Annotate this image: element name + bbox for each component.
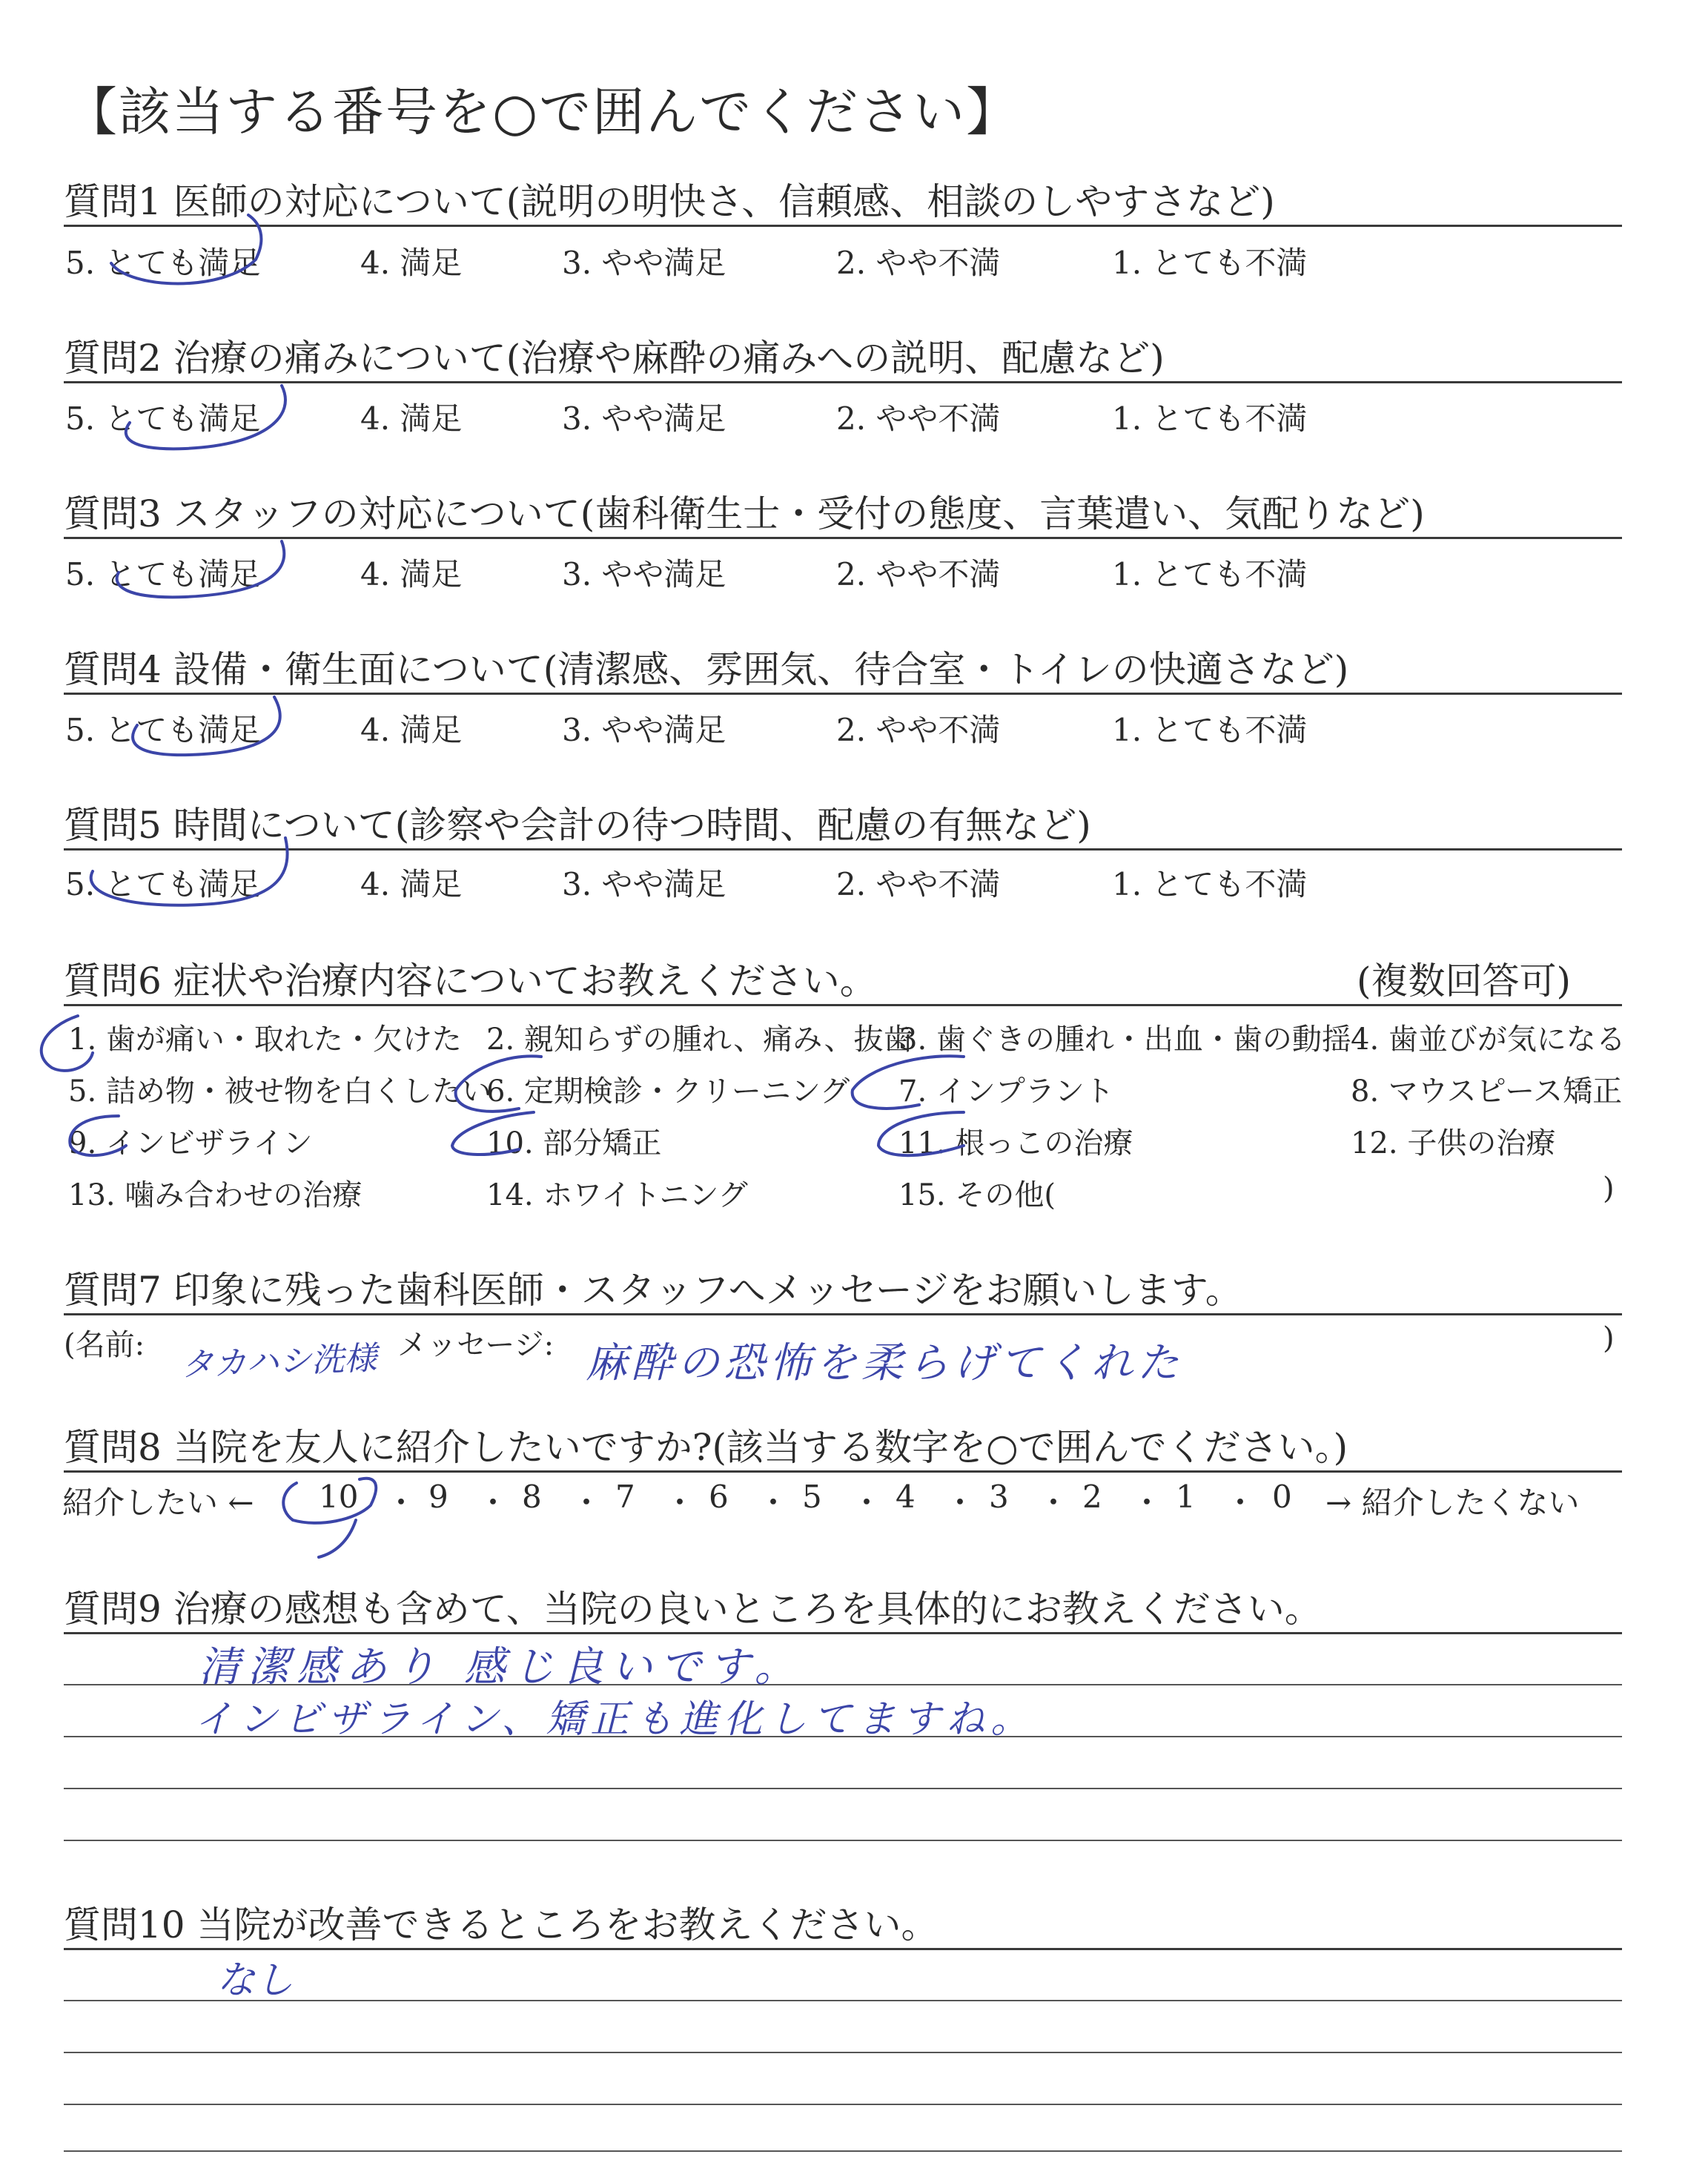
question-3-title: 質問3 スタッフの対応について(歯科衛生士・受付の態度、言葉遣い、気配りなど)	[64, 492, 1425, 535]
q7-message-label: メッセージ:	[397, 1328, 555, 1362]
q4-option-4[interactable]: 4. 満足	[360, 712, 463, 748]
q4-option-3[interactable]: 3. やや満足	[562, 712, 726, 748]
q8-right-label: → 紹介したくない	[1325, 1484, 1580, 1521]
q1-option-2[interactable]: 2. やや不満	[836, 245, 1001, 281]
q8-number-10[interactable]: 10	[319, 1479, 359, 1515]
q8-number-0[interactable]: 0	[1272, 1479, 1292, 1515]
q2-option-4[interactable]: 4. 満足	[360, 400, 463, 437]
q3-option-5[interactable]: 5. とても満足	[65, 556, 261, 592]
q8-number-3[interactable]: 3	[989, 1479, 1009, 1515]
q2-selection-mark	[126, 386, 285, 449]
q1-option-5[interactable]: 5. とても満足	[65, 245, 261, 281]
q1-option-1[interactable]: 1. とても不満	[1112, 245, 1308, 281]
q6-item-13[interactable]: 13. 噛み合わせの治療	[68, 1178, 363, 1212]
question-6-note: (複数回答可)	[1357, 960, 1572, 1003]
q8-selection-mark	[283, 1479, 376, 1557]
q6-item-6[interactable]: 6. 定期検診・クリーニング	[486, 1074, 850, 1109]
q6-item-9-selection-mark	[70, 1116, 126, 1155]
q3-option-2[interactable]: 2. やや不満	[836, 556, 1001, 592]
q5-option-4[interactable]: 4. 満足	[360, 866, 463, 902]
q6-item-10[interactable]: 10. 部分矯正	[486, 1126, 662, 1160]
q3-option-1[interactable]: 1. とても不満	[1112, 556, 1308, 592]
q9-answer-line-2[interactable]: インビザライン、矯正も進化してますね。	[194, 1697, 1036, 1742]
q8-separator: ・	[758, 1484, 790, 1521]
q5-option-1[interactable]: 1. とても不満	[1112, 866, 1308, 902]
q5-option-3[interactable]: 3. やや満足	[562, 866, 726, 902]
q6-item-3[interactable]: 3. 歯ぐきの腫れ・出血・歯の動揺	[898, 1023, 1351, 1057]
q5-selection-mark	[91, 838, 288, 905]
q8-number-8[interactable]: 8	[522, 1479, 542, 1515]
q8-number-7[interactable]: 7	[615, 1479, 635, 1515]
q6-item-5[interactable]: 5. 詰め物・被せ物を白くしたい	[68, 1074, 491, 1109]
q6-item-9[interactable]: 9. インビザライン	[68, 1126, 313, 1160]
q5-option-2[interactable]: 2. やや不満	[836, 866, 1001, 902]
q6-item-10-selection-mark	[452, 1112, 534, 1155]
q6-item-11[interactable]: 11. 根っこの治療	[898, 1126, 1133, 1160]
q8-separator: ・	[1225, 1484, 1257, 1521]
question-1-title: 質問1 医師の対応について(説明の明快さ、信頼感、相談のしやすさなど)	[64, 180, 1275, 223]
q5-option-5[interactable]: 5. とても満足	[65, 866, 261, 902]
q6-item-7[interactable]: 7. インプラント	[898, 1074, 1114, 1109]
q8-number-5[interactable]: 5	[802, 1479, 822, 1515]
question-8-title: 質問8 当院を友人に紹介したいですか?(該当する数字を○で囲んでください。)	[64, 1426, 1348, 1469]
question-5-title: 質問5 時間について(診察や会計の待つ時間、配慮の有無など)	[64, 804, 1091, 847]
q4-selection-mark	[133, 697, 280, 755]
q6-item-6-selection-mark	[456, 1056, 541, 1111]
q6-item-2[interactable]: 2. 親知らずの腫れ、痛み、抜歯	[486, 1023, 913, 1057]
q8-separator: ・	[1131, 1484, 1163, 1521]
q8-separator: ・	[851, 1484, 883, 1521]
form-header: 【該当する番号を○で囲んでください】	[65, 82, 1020, 142]
question-4-title: 質問4 設備・衛生面について(清潔感、雰囲気、待合室・トイレの快適さなど)	[64, 648, 1349, 691]
q6-item-8[interactable]: 8. マウスピース矯正	[1351, 1074, 1623, 1109]
question-6-title: 質問6 症状や治療内容についてお教えください。	[64, 960, 877, 1003]
q3-option-3[interactable]: 3. やや満足	[562, 556, 726, 592]
q4-option-1[interactable]: 1. とても不満	[1112, 712, 1308, 748]
question-10-title: 質問10 当院が改善できるところをお教えください。	[64, 1903, 939, 1946]
q7-name-handwritten[interactable]: タカハシ洗様	[180, 1339, 377, 1384]
q3-selection-mark	[117, 541, 285, 597]
question-2-title: 質問2 治療の痛みについて(治療や麻酔の痛みへの説明、配慮など)	[64, 337, 1165, 380]
q1-option-3[interactable]: 3. やや満足	[562, 245, 726, 281]
q1-option-4[interactable]: 4. 満足	[360, 245, 463, 281]
q8-separator: ・	[664, 1484, 696, 1521]
q6-item-4[interactable]: 4. 歯並びが気になる	[1351, 1023, 1626, 1057]
q6-item-15[interactable]: 15. その他(	[898, 1178, 1056, 1212]
q2-option-2[interactable]: 2. やや不満	[836, 400, 1001, 437]
q8-separator: ・	[1038, 1484, 1070, 1521]
q4-option-2[interactable]: 2. やや不満	[836, 712, 1001, 748]
q1-selection-mark	[111, 215, 261, 284]
q6-item-7-selection-mark	[853, 1056, 964, 1109]
q10-answer-line-1[interactable]: なし	[216, 1958, 294, 2003]
q8-separator: ・	[944, 1484, 976, 1521]
q6-item-15-close: )	[1603, 1172, 1615, 1206]
q8-number-6[interactable]: 6	[709, 1479, 729, 1515]
q2-option-3[interactable]: 3. やや満足	[562, 400, 726, 437]
q7-message-handwritten[interactable]: 麻酔の恐怖を柔らげてくれた	[586, 1339, 1183, 1387]
q6-item-1[interactable]: 1. 歯が痛い・取れた・欠けた	[68, 1023, 462, 1057]
q3-option-4[interactable]: 4. 満足	[360, 556, 463, 592]
question-7-title: 質問7 印象に残った歯科医師・スタッフへメッセージをお願いします。	[64, 1269, 1242, 1312]
q6-item-11-selection-mark	[878, 1112, 964, 1155]
q7-name-label: (名前:	[64, 1328, 145, 1362]
q6-item-12[interactable]: 12. 子供の治療	[1351, 1126, 1556, 1160]
question-9-title: 質問9 治療の感想も含めて、当院の良いところを具体的にお教えください。	[64, 1588, 1322, 1631]
q9-answer-line-1[interactable]: 清潔感あり 感じ良いです。	[199, 1643, 804, 1691]
q8-separator: ・	[571, 1484, 603, 1521]
q4-option-5[interactable]: 5. とても満足	[65, 712, 261, 748]
q8-number-2[interactable]: 2	[1082, 1479, 1102, 1515]
q8-separator: ・	[385, 1484, 417, 1521]
q2-option-1[interactable]: 1. とても不満	[1112, 400, 1308, 437]
q8-left-label: 紹介したい ←	[62, 1484, 254, 1521]
q8-number-1[interactable]: 1	[1176, 1479, 1196, 1515]
q8-number-9[interactable]: 9	[428, 1479, 448, 1515]
q8-separator: ・	[477, 1484, 509, 1521]
q2-option-5[interactable]: 5. とても満足	[65, 400, 261, 437]
q6-item-14[interactable]: 14. ホワイトニング	[486, 1178, 748, 1212]
q8-number-4[interactable]: 4	[896, 1479, 916, 1515]
q7-close: )	[1603, 1321, 1615, 1355]
q6-item-1-selection-mark	[42, 1016, 93, 1071]
